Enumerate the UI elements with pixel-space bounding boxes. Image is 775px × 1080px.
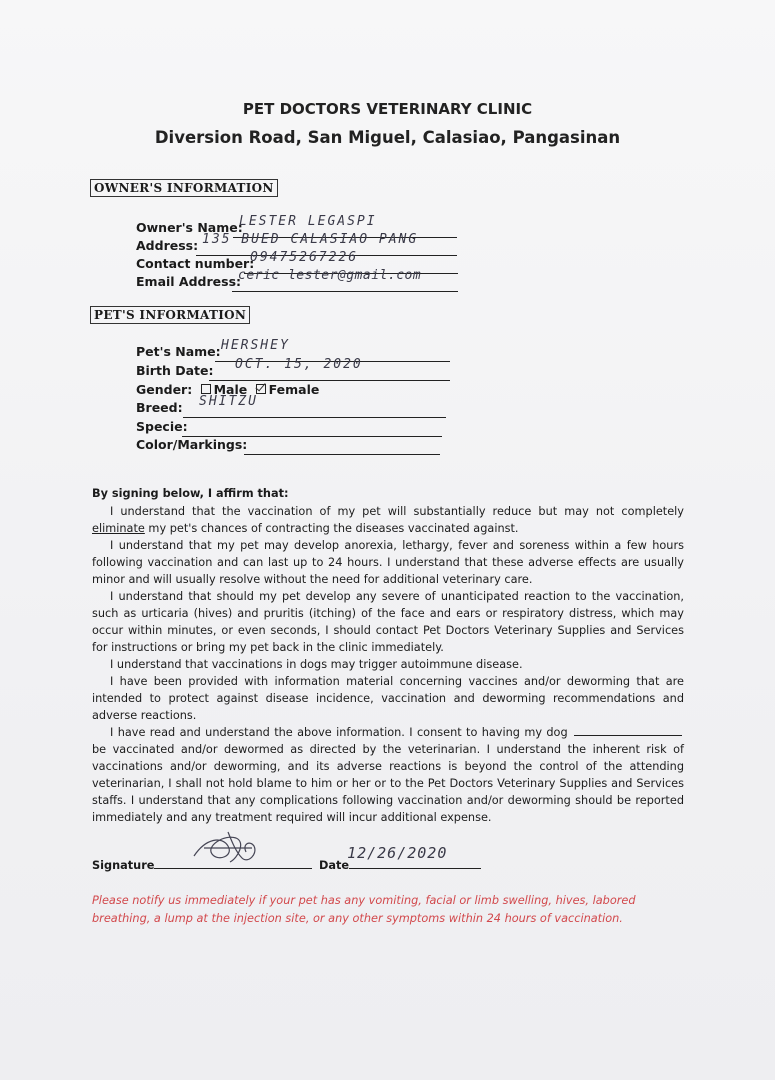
owner-email-field[interactable] [232,268,458,292]
signature-label: Signature [92,859,155,872]
affirmation-p6-text-end: be vaccinated and/or dewormed as directed by the veterinarian. I understand the inherent risk of vaccinations and/or deworming, and its adverse reactions is beyond the control of the attending veterinarian, I shall not hold blame to him or her or to the Pet Doctors Veterinary Supplies and Services staffs. I understand that any complications following vaccination and/or deworming should be reported immediately and any treatment required will incur additional expense. [92,743,684,824]
birth-date-field[interactable] [209,357,450,381]
owner-section-title: OWNER'S INFORMATION [90,179,278,197]
birth-date-row [136,357,363,381]
affirmation-p1-text: I understand that the vaccination of my pet will substantially reduce but may not completely [110,505,684,518]
owner-email-row [136,268,422,292]
owner-address-row [136,232,419,256]
specie-row [136,419,188,437]
gender-male-checkbox[interactable] [201,384,211,394]
gender-female-checkbox[interactable] [256,384,266,394]
affirmation-paragraph: I have been provided with information material concerning vaccines and/or deworming that are intended to protect against disease incidence, vaccination and deworming recommendations and adverse reactions. [92,675,684,722]
dog-name-blank[interactable] [574,725,682,736]
owner-contact-row [136,250,359,274]
affirmation-lead: By signing below, I affirm that: [92,487,289,500]
color-row [136,437,247,455]
affirmation-paragraph [92,503,684,537]
date-value: 12/26/2020 [347,844,448,862]
owner-contact-value: 09475267226 [250,250,359,265]
gender-male-label: Male [213,382,248,397]
breed-label: Breed: [136,400,183,415]
affirmation-paragraph: I understand that should my pet develop any severe of unanticipated reaction to the vaccination, such as urticaria (hives) and pruritis (itching) of the face and ears or respiratory distress, which may occur within minutes, or even seconds, I should contact Pet Doctors Veterinary Supplies and Services for instructions or bring my pet back in the clinic immediately. [92,590,684,654]
owner-email-value: ceric lester@gmail.com [238,268,422,283]
affirmation-p1-text-end: my pet's chances of contracting the diseases vaccinated against. [144,522,519,535]
specie-label: Specie: [136,419,188,434]
date-field[interactable] [347,844,481,869]
breed-field[interactable] [183,394,446,418]
signature-row [92,856,312,872]
signature-scribble-icon [188,828,268,870]
affirmation-body [92,503,684,826]
date-row [319,844,481,872]
affirmation-paragraph [92,724,684,826]
signature-field[interactable] [154,856,312,869]
owner-address-label: Address: [136,238,199,253]
breed-row [136,394,258,418]
gender-label: Gender: [136,382,193,397]
clinic-name: PET DOCTORS VETERINARY CLINIC [242,100,533,118]
gender-female-label: Female [268,382,320,397]
pet-name-row [136,338,290,362]
clinic-address: Diversion Road, San Miguel, Calasiao, Pangasinan [154,128,621,147]
owner-contact-label: Contact number: [136,256,255,271]
specie-field[interactable] [182,419,442,437]
date-label: Date [319,859,350,872]
birth-date-label: Birth Date: [136,363,214,378]
pet-name-value: HERSHEY [221,338,290,353]
pet-section-title: PET'S INFORMATION [90,306,250,324]
affirmation-paragraph: I understand that my pet may develop anorexia, lethargy, fever and soreness within a few hours following vaccination and can last up to 24 hours. I understand that these adverse effects are usually minor and will usually resolve without the need for additional veterinary care. [92,539,684,586]
color-markings-field[interactable] [244,437,440,455]
affirmation-p6-text: I have read and understand the above information. I consent to having my dog [110,726,568,739]
owner-name-value: LESTER LEGASPI [239,214,377,229]
notification-warning: Please notify us immediately if your pet has any vomiting, facial or limb swelling, hives, labored breathing, a lump at the injection site, or any other symptoms within 24 hours of vaccination. [92,894,636,925]
breed-value: SHITZU [199,394,258,409]
affirmation-paragraph: I understand that vaccinations in dogs may trigger autoimmune disease. [110,658,523,671]
owner-email-label: Email Address: [136,274,242,289]
owner-address-value: 135 BUED CALASIAO PANG [202,232,419,247]
owner-name-label: Owner's Name: [136,220,243,235]
affirmation-p1-underlined: eliminate [92,522,145,535]
birth-date-value: OCT. 15, 2020 [235,357,363,372]
color-markings-label: Color/Markings: [136,437,248,452]
pet-name-label: Pet's Name: [136,344,221,359]
